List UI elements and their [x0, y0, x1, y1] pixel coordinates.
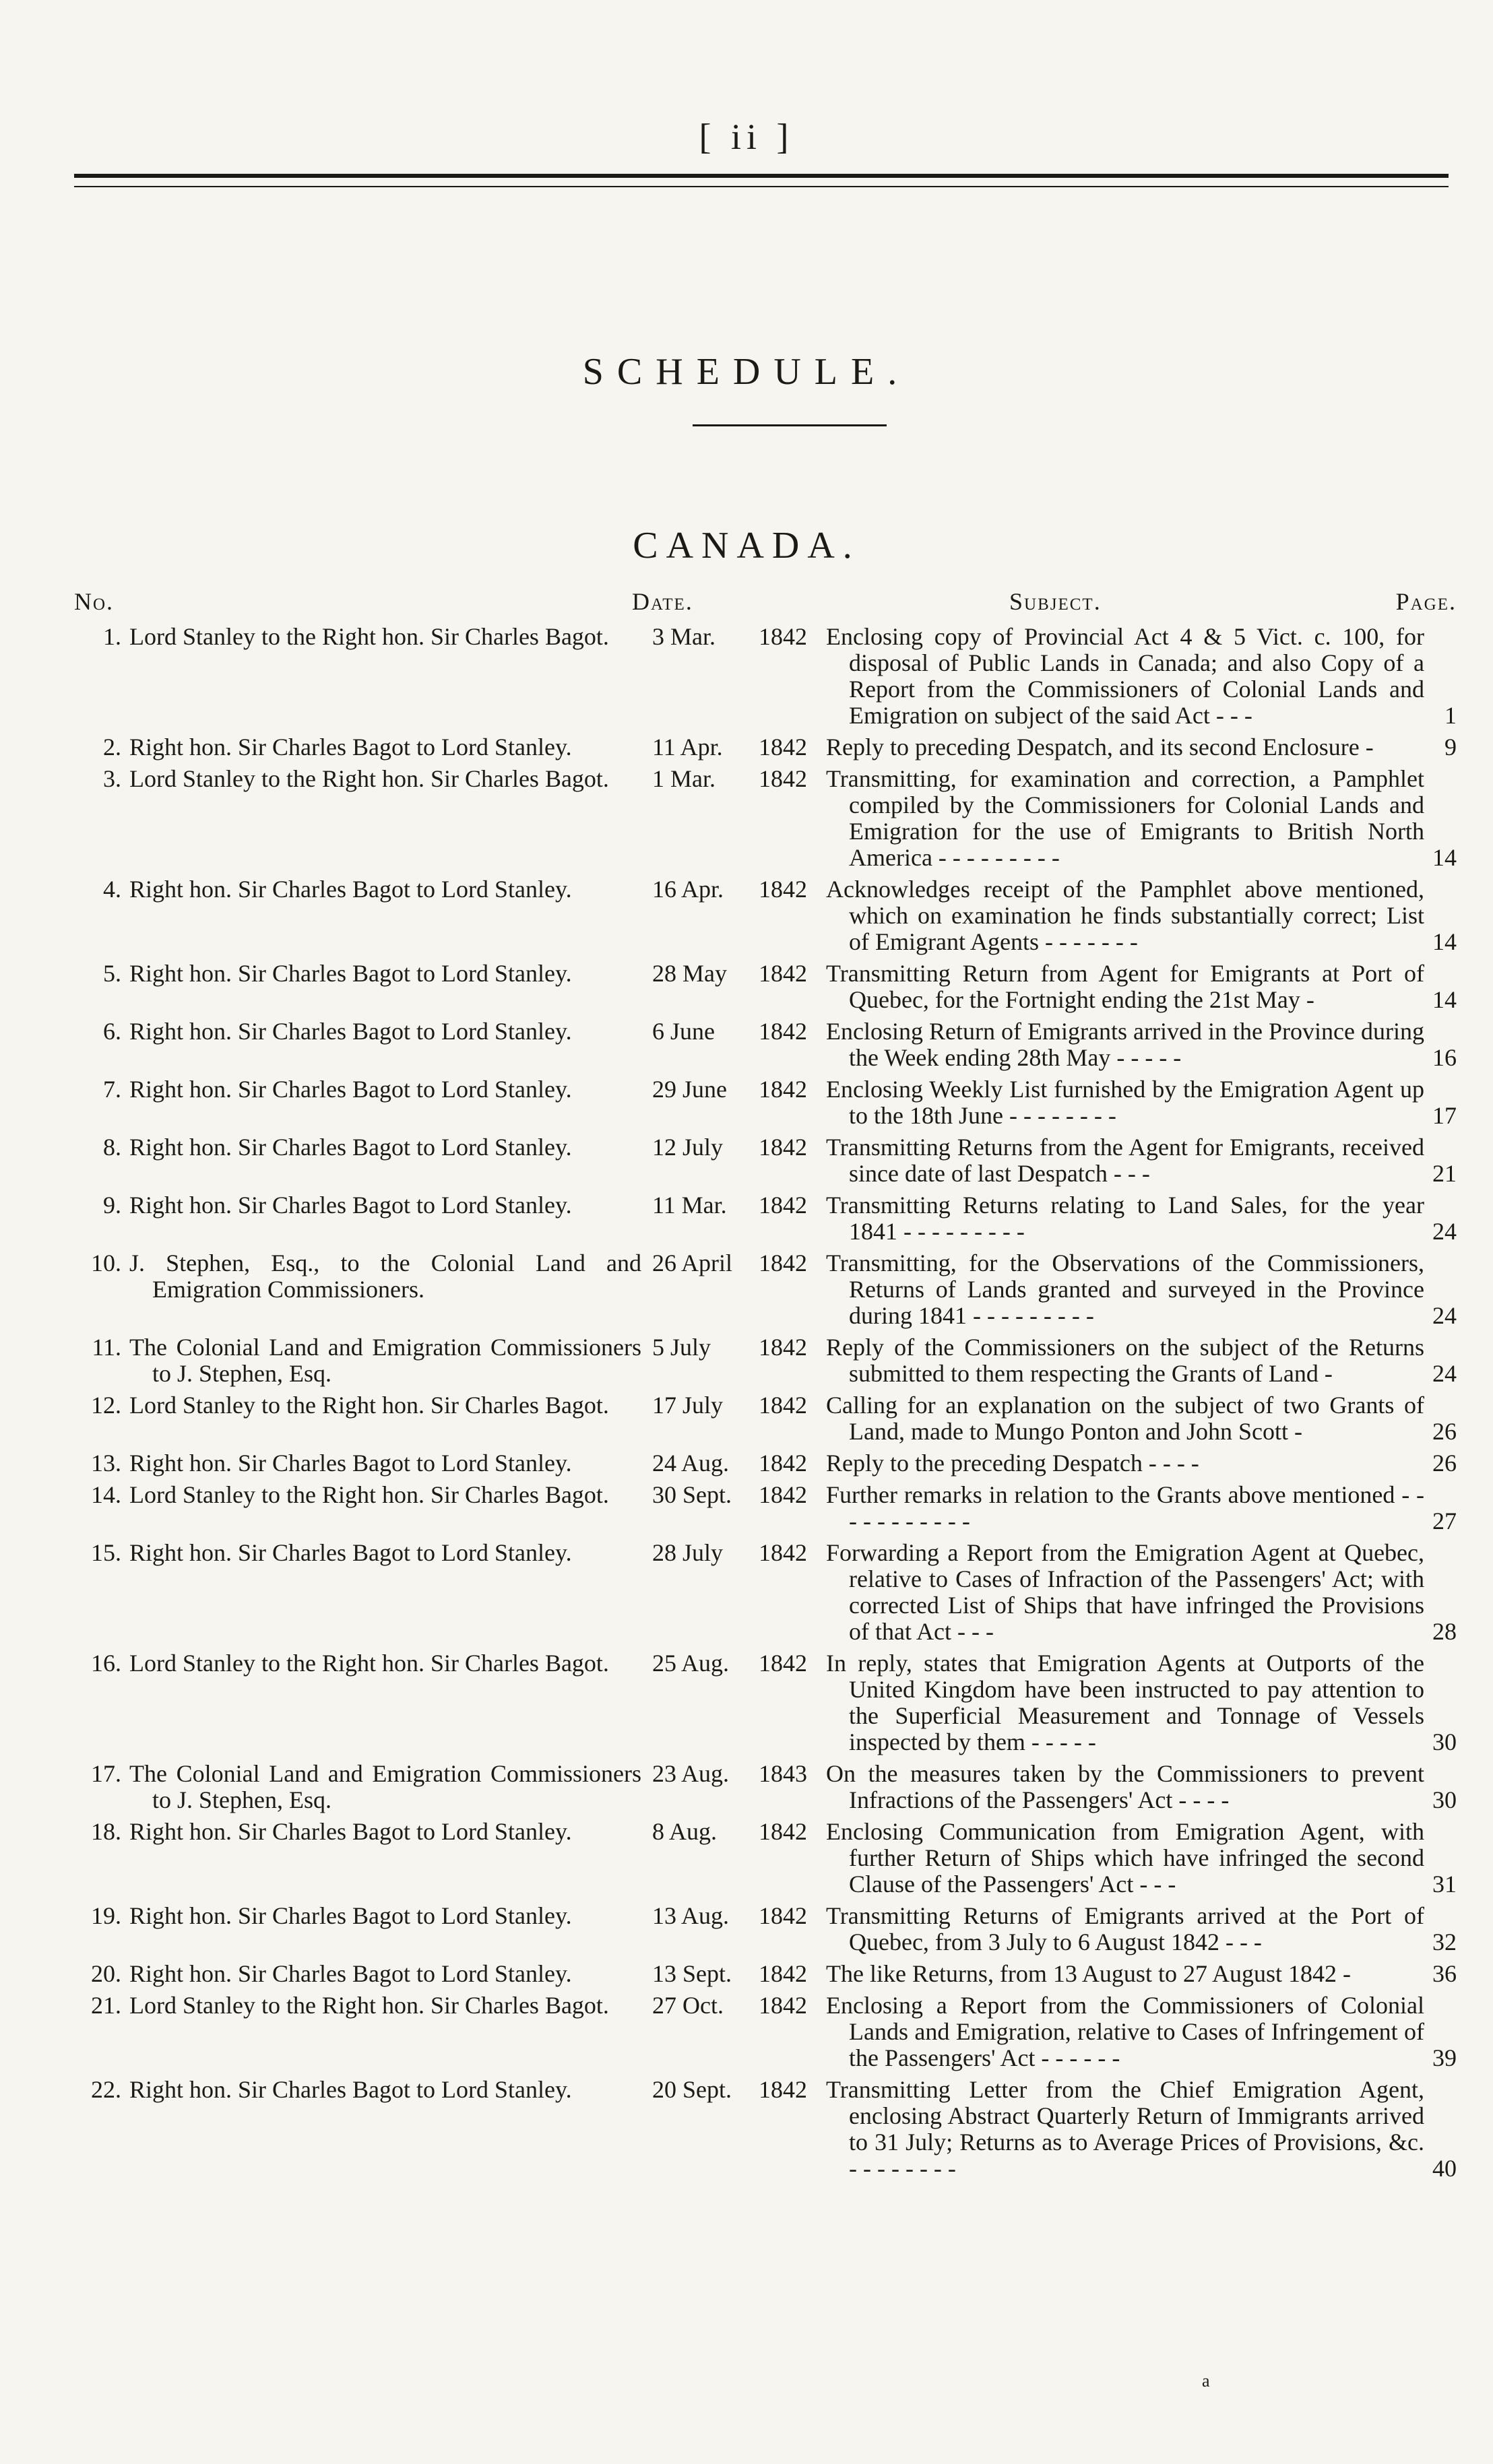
entry-page: 1	[1444, 702, 1457, 729]
entry-number: 5.	[103, 960, 121, 987]
entry-date: 23 Aug.	[652, 1760, 730, 1787]
entry-subject: Transmitting Returns relating to Land Sales, for the year 1841 - - - - - - - - -	[826, 1192, 1424, 1245]
entry-date: 24 Aug.	[652, 1450, 730, 1477]
entry-subject: Transmitting, for the Observations of the Commissioners, Returns of Lands granted and surveyed in the Province during 1841 - - - - - - - - -	[826, 1250, 1424, 1329]
entry-date: 28 May	[652, 960, 727, 987]
entry-parties: Right hon. Sir Charles Bagot to Lord Stanley.	[129, 734, 572, 760]
entry-page: 30	[1432, 1728, 1457, 1755]
entry-date: 25 Aug.	[652, 1650, 730, 1677]
entry-number: 21.	[91, 1992, 121, 2019]
schedule-entry	[73, 1334, 1457, 1387]
entry-parties: Right hon. Sir Charles Bagot to Lord Stanley.	[129, 1134, 572, 1161]
schedule-entry	[73, 1819, 1457, 1898]
entry-subject: Reply to preceding Despatch, and its second Enclosure -	[826, 734, 1374, 760]
schedule-entry	[73, 1134, 1457, 1187]
entry-number: 8.	[103, 1134, 121, 1161]
entry-subject: Transmitting, for examination and correction, a Pamphlet compiled by the Commissioners for Colonial Lands and Emigration for the use of Emigrants to British North America - - - - - - - - -	[826, 765, 1424, 871]
schedule-entry	[73, 766, 1457, 871]
entry-year: 1842	[759, 1250, 807, 1276]
entry-parties: Lord Stanley to the Right hon. Sir Charles Bagot.	[129, 1992, 609, 2019]
schedule-entry	[73, 1482, 1457, 1534]
entry-page: 14	[1432, 928, 1457, 955]
entry-page: 24	[1432, 1360, 1457, 1387]
entry-page: 24	[1432, 1302, 1457, 1329]
section-title: CANADA.	[633, 525, 860, 566]
entry-page: 36	[1432, 1960, 1457, 1987]
entry-parties: The Colonial Land and Emigration Commissioners to J. Stephen, Esq.	[129, 1334, 641, 1387]
entry-parties: Lord Stanley to the Right hon. Sir Charles Bagot.	[129, 623, 609, 650]
schedule-entry	[73, 1450, 1457, 1477]
entry-year: 1842	[759, 1334, 807, 1361]
entry-parties: Lord Stanley to the Right hon. Sir Charles Bagot.	[129, 765, 609, 792]
entry-date: 11 Mar.	[652, 1192, 727, 1219]
entry-subject: Enclosing Communication from Emigration Agent, with further Return of Ships which have infringed the second Clause of the Passengers' Act - - -	[826, 1818, 1424, 1898]
entry-year: 1842	[759, 1650, 807, 1677]
entry-date: 28 July	[652, 1539, 724, 1566]
entry-year: 1842	[759, 1192, 807, 1219]
page-number: [ ii ]	[699, 117, 794, 157]
entry-year: 1842	[759, 1481, 807, 1508]
entry-number: 7.	[103, 1076, 121, 1103]
entry-page: 26	[1432, 1450, 1457, 1477]
entry-parties: Right hon. Sir Charles Bagot to Lord Stanley.	[129, 876, 572, 903]
entry-page: 31	[1432, 1871, 1457, 1898]
entry-date: 27 Oct.	[652, 1992, 724, 2019]
entry-page: 9	[1444, 734, 1457, 760]
entry-year: 1842	[759, 1992, 807, 2019]
entry-year: 1842	[759, 1902, 807, 1929]
entry-date: 13 Sept.	[652, 1960, 732, 1987]
entry-subject: Calling for an explanation on the subject of two Grants of Land, made to Mungo Ponton and John Scott -	[826, 1392, 1424, 1445]
entry-page: 26	[1432, 1418, 1457, 1445]
entry-parties: Right hon. Sir Charles Bagot to Lord Stanley.	[129, 960, 572, 987]
entry-subject: Enclosing a Report from the Commissioners of Colonial Lands and Emigration, relative to Cases of Infringement of the Passengers' Act - - - - - -	[826, 1992, 1424, 2071]
schedule-entry	[73, 1650, 1457, 1755]
entry-number: 1.	[103, 623, 121, 650]
entry-subject: On the measures taken by the Commissioners to prevent Infractions of the Passengers' Act - - - -	[826, 1760, 1424, 1813]
entry-number: 11.	[92, 1334, 121, 1361]
entry-number: 22.	[91, 2076, 121, 2103]
entry-year: 1842	[759, 1076, 807, 1103]
entry-parties: J. Stephen, Esq., to the Colonial Land and Emigration Commissioners.	[129, 1250, 641, 1303]
entry-date: 30 Sept.	[652, 1481, 732, 1508]
entry-date: 11 Apr.	[652, 734, 723, 760]
entry-date: 1 Mar.	[652, 765, 716, 792]
schedule-entry	[73, 1076, 1457, 1129]
entry-parties: The Colonial Land and Emigration Commissioners to J. Stephen, Esq.	[129, 1760, 641, 1813]
entry-number: 2.	[103, 734, 121, 760]
entry-date: 29 June	[652, 1076, 727, 1103]
entry-date: 16 Apr.	[652, 876, 724, 903]
schedule-table	[73, 583, 1457, 2187]
entry-date: 3 Mar.	[652, 623, 716, 650]
entry-subject: Enclosing Return of Emigrants arrived in the Province during the Week ending 28th May - - - - -	[826, 1018, 1424, 1071]
entry-date: 6 June	[652, 1018, 715, 1045]
entry-number: 14.	[91, 1481, 121, 1508]
entry-number: 13.	[91, 1450, 121, 1477]
entry-year: 1842	[759, 1818, 807, 1845]
schedule-entry	[73, 1250, 1457, 1329]
entry-number: 18.	[91, 1818, 121, 1845]
entry-page: 32	[1432, 1928, 1457, 1955]
entry-page: 17	[1432, 1102, 1457, 1129]
schedule-entry	[73, 1903, 1457, 1955]
schedule-entry	[73, 876, 1457, 955]
schedule-title: SCHEDULE.	[582, 351, 911, 393]
entry-parties: Lord Stanley to the Right hon. Sir Charles Bagot.	[129, 1650, 609, 1677]
header-no: No.	[74, 588, 115, 615]
entry-number: 16.	[91, 1650, 121, 1677]
header-rule-thin	[74, 186, 1449, 187]
entry-year: 1842	[759, 623, 807, 650]
header-page: Page.	[1395, 588, 1457, 615]
entry-number: 9.	[103, 1192, 121, 1219]
entry-subject: Transmitting Return from Agent for Emigrants at Port of Quebec, for the Fortnight ending the 21st May -	[826, 960, 1424, 1013]
entry-year: 1842	[759, 1539, 807, 1566]
entry-subject: In reply, states that Emigration Agents at Outports of the United Kingdom have been instructed to pay attention to the Superficial Measurement and Tonnage of Vessels inspected by them - - - - -	[826, 1650, 1424, 1755]
entry-subject: Forwarding a Report from the Emigration Agent at Quebec, relative to Cases of Infraction of the Passengers' Act; with corrected List of Ships that have infringed the Provisions of that Act - - -	[826, 1539, 1424, 1645]
entry-number: 15.	[91, 1539, 121, 1566]
entry-parties: Lord Stanley to the Right hon. Sir Charles Bagot.	[129, 1481, 609, 1508]
entry-page: 14	[1432, 844, 1457, 871]
entry-number: 6.	[103, 1018, 121, 1045]
entry-subject: Further remarks in relation to the Grants above mentioned - - - - - - - - - - -	[826, 1481, 1424, 1534]
entry-date: 12 July	[652, 1134, 724, 1161]
schedule-entry	[73, 734, 1457, 760]
entry-year: 1842	[759, 734, 807, 760]
title-rule	[693, 424, 887, 426]
entry-year: 1842	[759, 1392, 807, 1419]
entry-page: 28	[1432, 1618, 1457, 1645]
entry-number: 3.	[103, 765, 121, 792]
entry-page: 30	[1432, 1786, 1457, 1813]
entry-subject: Transmitting Letter from the Chief Emigration Agent, enclosing Abstract Quarterly Return of Immigrants arrived to 31 July; Returns as to Average Prices of Provisions, &c. - - - - - - - -	[826, 2076, 1424, 2182]
entry-page: 40	[1432, 2155, 1457, 2182]
entry-page: 39	[1432, 2044, 1457, 2071]
entry-parties: Right hon. Sir Charles Bagot to Lord Stanley.	[129, 1192, 572, 1219]
column-headers	[73, 583, 1457, 624]
entry-page: 21	[1432, 1160, 1457, 1187]
schedule-entry	[73, 2077, 1457, 2182]
entry-year: 1842	[759, 1018, 807, 1045]
entry-subject: Transmitting Returns from the Agent for Emigrants, received since date of last Despatch - - -	[826, 1134, 1424, 1187]
schedule-entry	[73, 1761, 1457, 1813]
entry-page: 24	[1432, 1218, 1457, 1245]
entry-number: 19.	[91, 1902, 121, 1929]
entry-number: 20.	[91, 1960, 121, 1987]
entry-number: 17.	[91, 1760, 121, 1787]
entry-subject: Transmitting Returns of Emigrants arrived at the Port of Quebec, from 3 July to 6 August 1842 - - -	[826, 1902, 1424, 1955]
entry-year: 1843	[759, 1760, 807, 1787]
entry-date: 26 April	[652, 1250, 733, 1276]
entry-number: 4.	[103, 876, 121, 903]
schedule-entry	[73, 1961, 1457, 1987]
schedule-entry	[73, 1540, 1457, 1645]
entry-year: 1842	[759, 1450, 807, 1477]
header-subject: Subject.	[1009, 588, 1102, 615]
entry-date: 17 July	[652, 1392, 724, 1419]
entry-subject: Enclosing copy of Provincial Act 4 & 5 Vict. c. 100, for disposal of Public Lands in Canada; and also Copy of a Report from the Commissioners of Colonial Lands and Emigration on subject of the said Act - - -	[826, 623, 1424, 729]
entry-date: 8 Aug.	[652, 1818, 718, 1845]
entry-number: 12.	[91, 1392, 121, 1419]
entry-year: 1842	[759, 2076, 807, 2103]
entry-number: 10.	[91, 1250, 121, 1276]
entry-year: 1842	[759, 1960, 807, 1987]
schedule-entry	[73, 1392, 1457, 1445]
entry-parties: Lord Stanley to the Right hon. Sir Charles Bagot.	[129, 1392, 609, 1419]
entry-subject: Reply to the preceding Despatch - - - -	[826, 1450, 1199, 1477]
entry-parties: Right hon. Sir Charles Bagot to Lord Stanley.	[129, 2076, 572, 2103]
schedule-entry	[73, 1992, 1457, 2071]
schedule-entry	[73, 624, 1457, 729]
entry-page: 14	[1432, 986, 1457, 1013]
entry-parties: Right hon. Sir Charles Bagot to Lord Stanley.	[129, 1539, 572, 1566]
entry-subject: Acknowledges receipt of the Pamphlet above mentioned, which on examination he finds substantially correct; List of Emigrant Agents - - - - - - -	[826, 876, 1424, 955]
entry-subject: Reply of the Commissioners on the subject of the Returns submitted to them respecting the Grants of Land -	[826, 1334, 1424, 1387]
schedule-entry	[73, 1192, 1457, 1245]
entry-list	[73, 624, 1457, 2182]
entry-parties: Right hon. Sir Charles Bagot to Lord Stanley.	[129, 1076, 572, 1103]
entry-subject: Enclosing Weekly List furnished by the Emigration Agent up to the 18th June - - - - - - - -	[826, 1076, 1424, 1129]
entry-date: 13 Aug.	[652, 1902, 730, 1929]
entry-date: 20 Sept.	[652, 2076, 732, 2103]
entry-page: 16	[1432, 1044, 1457, 1071]
entry-year: 1842	[759, 765, 807, 792]
schedule-entry	[73, 961, 1457, 1013]
schedule-entry	[73, 1018, 1457, 1071]
entry-page: 27	[1432, 1507, 1457, 1534]
entry-parties: Right hon. Sir Charles Bagot to Lord Stanley.	[129, 1018, 572, 1045]
header-rule-heavy	[74, 174, 1449, 178]
header-date: Date.	[632, 588, 693, 615]
entry-parties: Right hon. Sir Charles Bagot to Lord Stanley.	[129, 1450, 572, 1477]
entry-date: 5 July	[652, 1334, 711, 1361]
entry-parties: Right hon. Sir Charles Bagot to Lord Stanley.	[129, 1960, 572, 1987]
entry-year: 1842	[759, 1134, 807, 1161]
entry-subject: The like Returns, from 13 August to 27 August 1842 -	[826, 1960, 1351, 1987]
entry-year: 1842	[759, 876, 807, 903]
entry-year: 1842	[759, 960, 807, 987]
entry-parties: Right hon. Sir Charles Bagot to Lord Stanley.	[129, 1902, 572, 1929]
entry-parties: Right hon. Sir Charles Bagot to Lord Stanley.	[129, 1818, 572, 1845]
signature-mark: a	[1202, 2371, 1210, 2391]
